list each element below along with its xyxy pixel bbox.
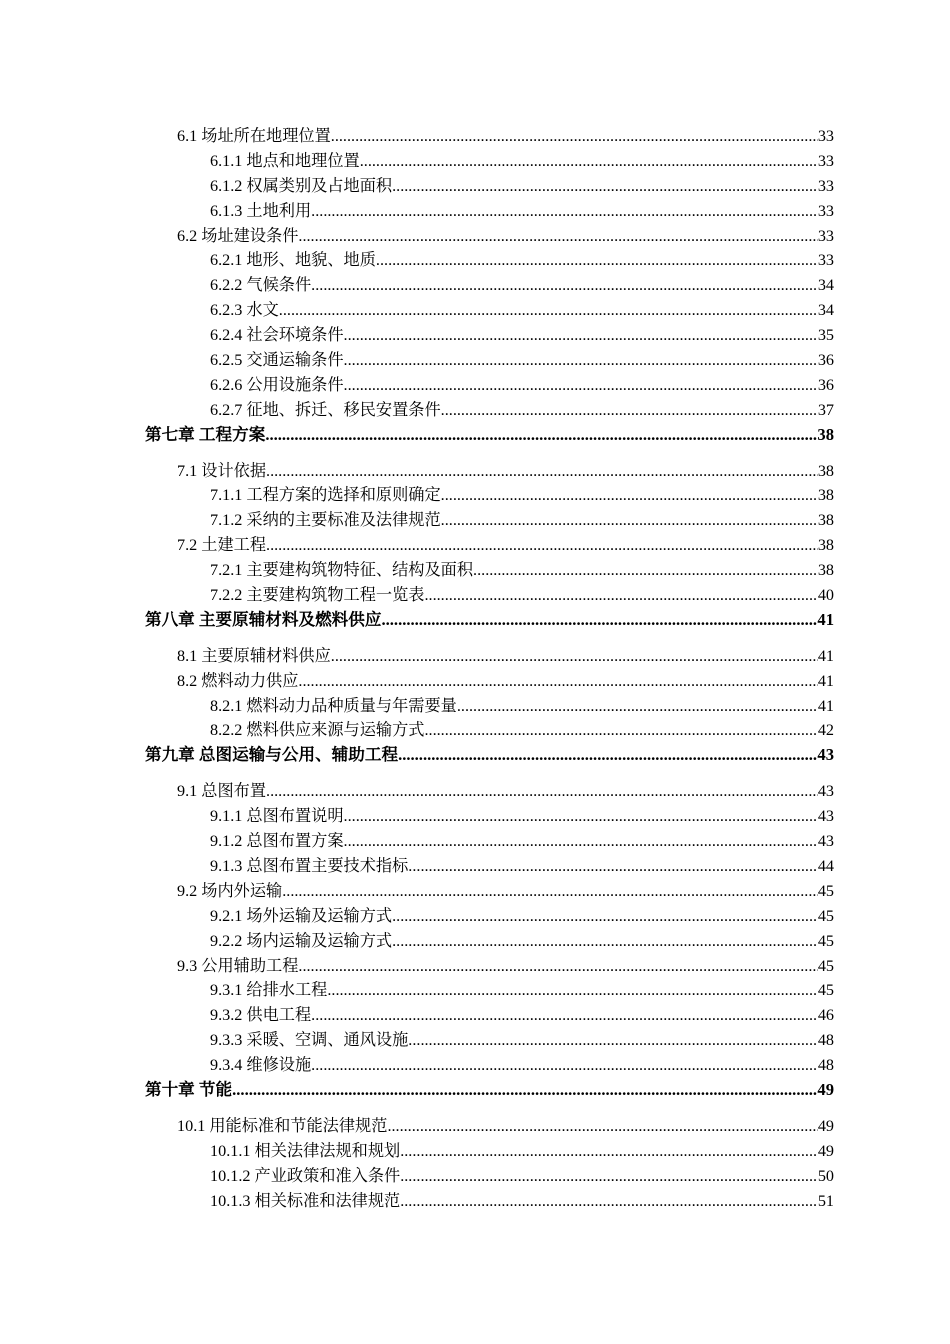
- toc-entry-title: 10.1 用能标准和节能法律规范: [177, 1116, 388, 1135]
- toc-subsection-entry[interactable]: [210, 1164, 834, 1189]
- toc-dot-leader: [311, 199, 818, 224]
- toc-page-number: 44: [817, 856, 834, 875]
- toc-subsection-entry[interactable]: [210, 558, 834, 583]
- toc-dot-leader: [408, 854, 818, 879]
- toc-page-number: 45: [817, 906, 834, 925]
- toc-dot-leader: [327, 978, 817, 1003]
- toc-entry-title: 6.2.1 地形、地貌、地质: [210, 251, 376, 270]
- toc-dot-leader: [344, 348, 818, 373]
- toc-section-entry[interactable]: [177, 1114, 834, 1139]
- toc-subsection-entry[interactable]: [210, 149, 834, 174]
- toc-entry-title: 6.2.7 征地、拆迁、移民安置条件: [210, 400, 441, 419]
- toc-entry-title: 9.1.3 总图布置主要技术指标: [210, 856, 409, 875]
- toc-page-number: 33: [817, 251, 834, 270]
- toc-subsection-entry[interactable]: [210, 508, 834, 533]
- toc-entry-title: 10.1.1 相关法律法规和规划: [210, 1141, 401, 1160]
- toc-subsection-entry[interactable]: [210, 694, 834, 719]
- toc-subsection-entry[interactable]: [210, 483, 834, 508]
- toc-section-entry[interactable]: [177, 669, 834, 694]
- toc-dot-leader: [392, 929, 818, 954]
- toc-subsection-entry[interactable]: [210, 398, 834, 423]
- toc-entry-title: 8.2 燃料动力供应: [177, 671, 299, 690]
- toc-chapter-entry[interactable]: [145, 1078, 834, 1103]
- toc-entry-title: 7.1.2 采纳的主要标准及法律规范: [210, 511, 441, 530]
- toc-subsection-entry[interactable]: [210, 829, 834, 854]
- toc-entry-title: 9.1.2 总图布置方案: [210, 832, 344, 851]
- table-of-contents: [0, 124, 950, 1213]
- toc-subsection-entry[interactable]: [210, 1003, 834, 1028]
- toc-page-number: 50: [817, 1166, 834, 1185]
- toc-page-number: 49: [817, 1116, 834, 1135]
- toc-entry-title: 6.2.2 气候条件: [210, 276, 312, 295]
- toc-dot-leader: [311, 1053, 818, 1078]
- toc-page-number: 45: [817, 981, 834, 1000]
- toc-page-number: 36: [817, 375, 834, 394]
- toc-page-number: 51: [817, 1191, 834, 1210]
- toc-page-number: 49: [817, 1079, 834, 1099]
- toc-dot-leader: [232, 1078, 817, 1103]
- toc-page-number: 43: [817, 832, 834, 851]
- toc-section-entry[interactable]: [177, 779, 834, 804]
- toc-subsection-entry[interactable]: [210, 248, 834, 273]
- toc-entry-title: 9.1 总图布置: [177, 782, 267, 801]
- toc-page-number: 41: [817, 646, 834, 665]
- toc-entry-title: 第八章 主要原辅材料及燃料供应: [145, 609, 382, 629]
- toc-page-number: 36: [817, 351, 834, 370]
- toc-dot-leader: [408, 1028, 818, 1053]
- toc-subsection-entry[interactable]: [210, 854, 834, 879]
- toc-entry-title: 9.3.1 给排水工程: [210, 981, 328, 1000]
- toc-dot-leader: [344, 373, 818, 398]
- toc-section-entry[interactable]: [177, 533, 834, 558]
- toc-page-number: 43: [817, 745, 834, 765]
- toc-page-number: 45: [817, 956, 834, 975]
- toc-entry-title: 6.2.6 公用设施条件: [210, 375, 344, 394]
- toc-section-entry[interactable]: [177, 954, 834, 979]
- toc-dot-leader: [344, 804, 818, 829]
- toc-subsection-entry[interactable]: [210, 323, 834, 348]
- toc-dot-leader: [400, 1139, 818, 1164]
- toc-entry-title: 6.1.3 土地利用: [210, 201, 312, 220]
- toc-page-number: 38: [817, 536, 834, 555]
- toc-dot-leader: [266, 533, 818, 558]
- toc-page-number: 45: [817, 881, 834, 900]
- toc-entry-title: 7.1 设计依据: [177, 461, 267, 480]
- toc-entry-title: 9.2 场内外运输: [177, 881, 283, 900]
- toc-entry-title: 9.1.1 总图布置说明: [210, 807, 344, 826]
- toc-dot-leader: [392, 904, 818, 929]
- toc-dot-leader: [400, 1189, 818, 1214]
- toc-dot-leader: [360, 149, 818, 174]
- toc-chapter-entry[interactable]: [145, 743, 834, 768]
- toc-dot-leader: [424, 583, 817, 608]
- toc-dot-leader: [392, 174, 818, 199]
- toc-page-number: 33: [817, 226, 834, 245]
- toc-page-number: 42: [817, 721, 834, 740]
- toc-page-number: 38: [817, 424, 834, 444]
- toc-dot-leader: [441, 508, 818, 533]
- toc-page-number: 33: [817, 127, 834, 145]
- toc-page-number: 34: [817, 276, 834, 295]
- toc-dot-leader: [376, 248, 818, 273]
- toc-entry-title: 9.3.4 维修设施: [210, 1056, 312, 1075]
- toc-page-number: 41: [817, 671, 834, 690]
- toc-entry-title: 8.1 主要原辅材料供应: [177, 646, 331, 665]
- toc-page-number: 49: [817, 1141, 834, 1160]
- toc-page-number: 33: [817, 176, 834, 195]
- toc-entry-title: 6.1 场址所在地理位置: [177, 127, 331, 145]
- toc-entry-title: 9.3.2 供电工程: [210, 1006, 312, 1025]
- toc-entry-title: 7.1.1 工程方案的选择和原则确定: [210, 486, 441, 505]
- toc-dot-leader: [344, 829, 818, 854]
- toc-entry-title: 6.1.2 权属类别及占地面积: [210, 176, 393, 195]
- toc-dot-leader: [331, 644, 818, 669]
- toc-page-number: 38: [817, 461, 834, 480]
- toc-subsection-entry[interactable]: [210, 718, 834, 743]
- toc-section-entry[interactable]: [177, 879, 834, 904]
- toc-dot-leader: [265, 423, 817, 448]
- toc-dot-leader: [298, 954, 817, 979]
- toc-dot-leader: [279, 298, 818, 323]
- toc-section-entry[interactable]: [177, 124, 834, 149]
- toc-entry-title: 9.2.1 场外运输及运输方式: [210, 906, 393, 925]
- toc-dot-leader: [441, 483, 818, 508]
- toc-entry-title: 6.1.1 地点和地理位置: [210, 151, 360, 170]
- toc-subsection-entry[interactable]: [210, 583, 834, 608]
- toc-subsection-entry[interactable]: [210, 929, 834, 954]
- toc-subsection-entry[interactable]: [210, 199, 834, 224]
- toc-page-number: 38: [817, 486, 834, 505]
- toc-dot-leader: [424, 718, 817, 743]
- toc-page-number: 48: [817, 1056, 834, 1075]
- toc-subsection-entry[interactable]: [210, 1053, 834, 1078]
- toc-dot-leader: [473, 558, 818, 583]
- toc-page-number: 41: [817, 696, 834, 715]
- toc-entry-title: 8.2.1 燃料动力品种质量与年需要量: [210, 696, 457, 715]
- toc-dot-leader: [344, 323, 818, 348]
- toc-subsection-entry[interactable]: [210, 298, 834, 323]
- toc-subsection-entry[interactable]: [210, 1139, 834, 1164]
- toc-chapter-entry[interactable]: [145, 423, 834, 448]
- toc-page-number: 35: [817, 326, 834, 345]
- toc-chapter-entry[interactable]: [145, 608, 834, 633]
- toc-page-number: 37: [817, 400, 834, 419]
- toc-dot-leader: [387, 1114, 817, 1139]
- toc-subsection-entry[interactable]: [210, 273, 834, 298]
- toc-dot-leader: [311, 1003, 818, 1028]
- toc-dot-leader: [457, 694, 818, 719]
- toc-dot-leader: [266, 459, 818, 484]
- toc-page-number: 41: [817, 609, 834, 629]
- toc-subsection-entry[interactable]: [210, 1189, 834, 1214]
- toc-entry-title: 9.3 公用辅助工程: [177, 956, 299, 975]
- toc-page-number: 38: [817, 511, 834, 530]
- toc-entry-title: 第七章 工程方案: [145, 424, 266, 444]
- toc-entry-title: 8.2.2 燃料供应来源与运输方式: [210, 721, 425, 740]
- toc-entry-title: 9.2.2 场内运输及运输方式: [210, 931, 393, 950]
- toc-section-entry[interactable]: [177, 459, 834, 484]
- toc-entry-title: 第九章 总图运输与公用、辅助工程: [145, 745, 399, 765]
- toc-subsection-entry[interactable]: [210, 1028, 834, 1053]
- toc-section-entry[interactable]: [177, 224, 834, 249]
- toc-page-number: 48: [817, 1031, 834, 1050]
- toc-subsection-entry[interactable]: [210, 904, 834, 929]
- toc-subsection-entry[interactable]: [210, 804, 834, 829]
- toc-subsection-entry[interactable]: [210, 174, 834, 199]
- toc-dot-leader: [311, 273, 818, 298]
- toc-section-entry[interactable]: [177, 644, 834, 669]
- toc-entry-title: 7.2.1 主要建构筑物特征、结构及面积: [210, 561, 474, 580]
- toc-entry-title: 10.1.2 产业政策和准入条件: [210, 1166, 401, 1185]
- toc-entry-title: 9.3.3 采暖、空调、通风设施: [210, 1031, 409, 1050]
- toc-page-number: 43: [817, 807, 834, 826]
- toc-entry-title: 6.2.5 交通运输条件: [210, 351, 344, 370]
- toc-entry-title: 6.2.4 社会环境条件: [210, 326, 344, 345]
- toc-page-number: 40: [817, 586, 834, 605]
- toc-entry-title: 7.2.2 主要建构筑物工程一览表: [210, 586, 425, 605]
- toc-dot-leader: [398, 743, 817, 768]
- toc-entry-title: 6.2 场址建设条件: [177, 226, 299, 245]
- toc-dot-leader: [441, 398, 818, 423]
- toc-dot-leader: [381, 608, 817, 633]
- toc-entry-title: 10.1.3 相关标准和法律规范: [210, 1191, 401, 1210]
- toc-entry-title: 第十章 节能: [145, 1079, 233, 1099]
- toc-dot-leader: [282, 879, 818, 904]
- toc-dot-leader: [298, 224, 817, 249]
- toc-entry-title: 6.2.3 水文: [210, 301, 279, 320]
- toc-subsection-entry[interactable]: [210, 348, 834, 373]
- toc-page-number: 33: [817, 151, 834, 170]
- toc-dot-leader: [298, 669, 817, 694]
- toc-page-number: 43: [817, 782, 834, 801]
- toc-page-number: 34: [817, 301, 834, 320]
- toc-page-number: 33: [817, 201, 834, 220]
- toc-subsection-entry[interactable]: [210, 373, 834, 398]
- toc-dot-leader: [266, 779, 818, 804]
- toc-entry-title: 7.2 土建工程: [177, 536, 267, 555]
- toc-page-number: 46: [817, 1006, 834, 1025]
- toc-page-number: 45: [817, 931, 834, 950]
- toc-dot-leader: [331, 124, 818, 149]
- toc-subsection-entry[interactable]: [210, 978, 834, 1003]
- toc-dot-leader: [400, 1164, 818, 1189]
- toc-page-number: 38: [817, 561, 834, 580]
